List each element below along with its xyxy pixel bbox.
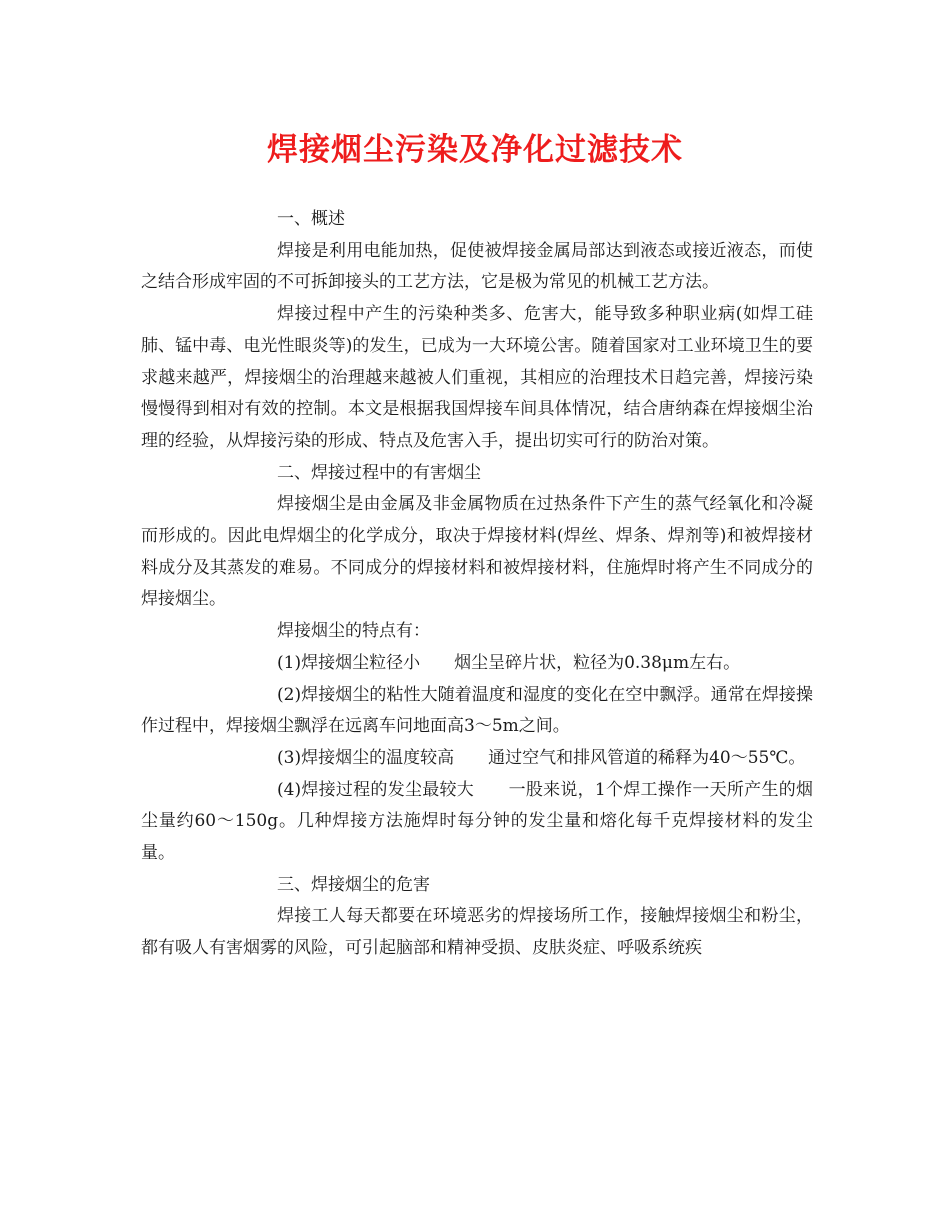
paragraph: 焊接过程中产生的污染种类多、危害大，能导致多种职业病(如焊工硅肺、锰中毒、电光性眼炎等)的发生，已成为一大环境公害。随着国家对工业环境卫生的要求越来越严，焊接烟尘的治理越来越被人们重视，其相应的治理技术日趋完善，焊接污染慢慢得到相对有效的控制。本文是根据我国焊接车间具体情况，结合唐纳森在焊接烟尘治理的经验，从焊接污染的形成、特点及危害入手，提出切实可行的防治对策。	[141, 304, 813, 451]
document-title: 焊接烟尘污染及净化过滤技术	[267, 132, 683, 168]
paragraph: 焊接烟尘是由金属及非金属物质在过热条件下产生的蒸气经氧化和冷凝而形成的。因此电焊烟尘的化学成分，取决于焊接材料(焊丝、焊条、焊剂等)和被焊接材料成分及其蒸发的难易。不同成分的焊接材料和被焊接材料，住施焊时将产生不同成分的焊接烟尘。	[141, 494, 813, 610]
section-heading-harmful-fumes: 二、焊接过程中的有害烟尘	[277, 462, 481, 483]
list-item: (2)焊接烟尘的粘性大随着温度和湿度的变化在空中飘浮。通常在焊接操作过程中，焊接烟尘飘浮在远离车问地面高3～5m之间。	[141, 684, 813, 737]
list-item: (4)焊接过程的发尘最较大 一股来说，1个焊工操作一天所产生的烟尘量约60～150g。几种焊接方法施焊时每分钟的发尘量和熔化每千克焊接材料的发尘量。	[141, 779, 813, 864]
subheading-characteristics: 焊接烟尘的特点有：	[277, 621, 430, 642]
section-heading-hazards: 三、焊接烟尘的危害	[277, 874, 430, 895]
list-item: (3)焊接烟尘的温度较高 通过空气和排风管道的稀释为40～55℃。	[277, 747, 806, 768]
section-heading-overview: 一、概述	[277, 209, 345, 229]
document-body	[141, 204, 813, 965]
paragraph: 焊接是利用电能加热，促使被焊接金属局部达到液态或接近液态，而使之结合形成牢固的不可拆卸接头的工艺方法，它是极为常见的机械工艺方法。	[141, 240, 813, 293]
paragraph: 焊接工人每天都要在环境恶劣的焊接场所工作，接触焊接烟尘和粉尘，都有吸人有害烟雾的风险，可引起脑部和精神受损、皮肤炎症、呼吸系统疾	[141, 906, 813, 959]
list-item: (1)焊接烟尘粒径小 烟尘呈碎片状，粒径为0.38μm左右。	[277, 652, 741, 673]
